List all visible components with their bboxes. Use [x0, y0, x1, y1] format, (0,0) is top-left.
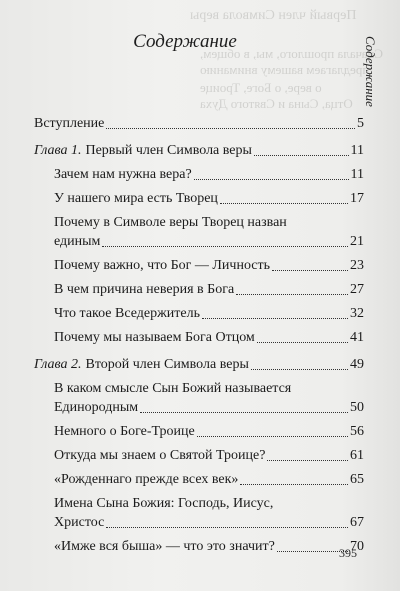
toc-entry-title: Что такое Вседержитель: [54, 306, 200, 321]
toc-entry-title-cont: Единородным: [54, 400, 139, 415]
show-through-text: о вере, о Боге, Троице: [200, 80, 322, 95]
page-title: Содержание: [133, 31, 237, 52]
toc-entry-page: 56: [350, 424, 364, 439]
toc-entry[interactable]: [34, 328, 364, 347]
toc-entry-page: 41: [350, 330, 364, 345]
toc-entry-multiline[interactable]: [34, 379, 364, 417]
dot-leader: [240, 484, 348, 485]
toc-entry-title: «Имже вся быша» — что это значит?: [54, 539, 275, 554]
toc-entry-chapter-2[interactable]: [34, 355, 364, 374]
toc-entry[interactable]: [34, 422, 364, 441]
toc-entry-page: 61: [350, 448, 364, 463]
toc-entry-page: 11: [350, 167, 364, 182]
toc-entry-page: 65: [350, 472, 364, 487]
toc-entry-title: Первый член Символа веры: [85, 143, 252, 158]
dot-leader: [106, 128, 355, 129]
dot-leader: [102, 246, 348, 247]
table-of-contents: [34, 114, 364, 561]
show-through-text: Сначала прошлого, мы, в общем,: [200, 46, 383, 61]
chapter-label: Глава 2.: [34, 357, 82, 372]
toc-entry-page: 17: [350, 191, 364, 206]
toc-entry-title-cont: единым: [54, 234, 101, 249]
dot-leader: [106, 527, 348, 528]
toc-entry-page: 21: [350, 234, 364, 249]
toc-entry-title: Откуда мы знаем о Святой Троице?: [54, 448, 266, 463]
toc-entry-page: 67: [350, 515, 364, 530]
dot-leader: [197, 436, 348, 437]
toc-entry-page: 11: [350, 143, 364, 158]
dot-leader: [220, 203, 348, 204]
toc-entry-page: 70: [350, 539, 364, 554]
dot-leader: [257, 342, 348, 343]
toc-entry[interactable]: [34, 165, 364, 184]
toc-entry[interactable]: [34, 446, 364, 465]
toc-entry-title: Немного о Боге-Троице: [54, 424, 195, 439]
toc-entry[interactable]: [34, 280, 364, 299]
show-through-text: Первый член Символа веры: [190, 8, 357, 23]
page-number: 395: [339, 546, 357, 560]
dot-leader: [277, 551, 348, 552]
toc-entry-title: Вступление: [34, 116, 105, 131]
toc-entry[interactable]: [34, 256, 364, 275]
dot-leader: [254, 155, 349, 156]
toc-entry-title: Почему в Символе веры Творец назван: [54, 215, 287, 230]
toc-entry-page: 23: [350, 258, 364, 273]
show-through-text: Отца, Сына и Святого Духа: [200, 96, 353, 111]
toc-entry-title: В чем причина неверия в Бога: [54, 282, 235, 297]
toc-entry-page: 27: [350, 282, 364, 297]
toc-entry-multiline[interactable]: [34, 213, 364, 251]
toc-entry-chapter-1[interactable]: [34, 141, 364, 160]
toc-entry-title: Имена Сына Божия: Господь, Иисус,: [54, 496, 274, 511]
toc-entry-title-cont: Христос: [54, 515, 105, 530]
toc-entry-title: Почему мы называем Бога Отцом: [54, 330, 255, 345]
chapter-label: Глава 1.: [34, 143, 82, 158]
toc-entry-page: 5: [357, 116, 364, 131]
toc-entry[interactable]: [34, 537, 364, 556]
toc-entry-introduction[interactable]: [34, 114, 364, 133]
toc-entry-title: «Рожденнаго прежде всех век»: [54, 472, 239, 487]
toc-entry-page: 50: [350, 400, 364, 415]
toc-entry-title: У нашего мира есть Творец: [54, 191, 218, 206]
toc-entry-title: Почему важно, что Бог — Личность: [54, 258, 271, 273]
toc-entry-title: Второй член Символа веры: [85, 357, 249, 372]
toc-entry[interactable]: [34, 470, 364, 489]
dot-leader: [140, 412, 348, 413]
dot-leader: [267, 460, 348, 461]
toc-entry-page: 32: [350, 306, 364, 321]
toc-entry-multiline[interactable]: [34, 494, 364, 532]
toc-entry-title: В каком смысле Сын Божий называется: [54, 381, 292, 396]
toc-entry[interactable]: [34, 189, 364, 208]
running-head: Содержание: [363, 36, 378, 107]
dot-leader: [272, 270, 348, 271]
show-through-text: предлагаем вашему вниманию: [200, 62, 370, 77]
toc-entry-title: Зачем нам нужна вера?: [54, 167, 192, 182]
dot-leader: [236, 294, 348, 295]
dot-leader: [194, 179, 349, 180]
toc-entry[interactable]: [34, 304, 364, 323]
toc-entry-page: 49: [350, 357, 364, 372]
dot-leader: [251, 369, 348, 370]
dot-leader: [202, 318, 348, 319]
